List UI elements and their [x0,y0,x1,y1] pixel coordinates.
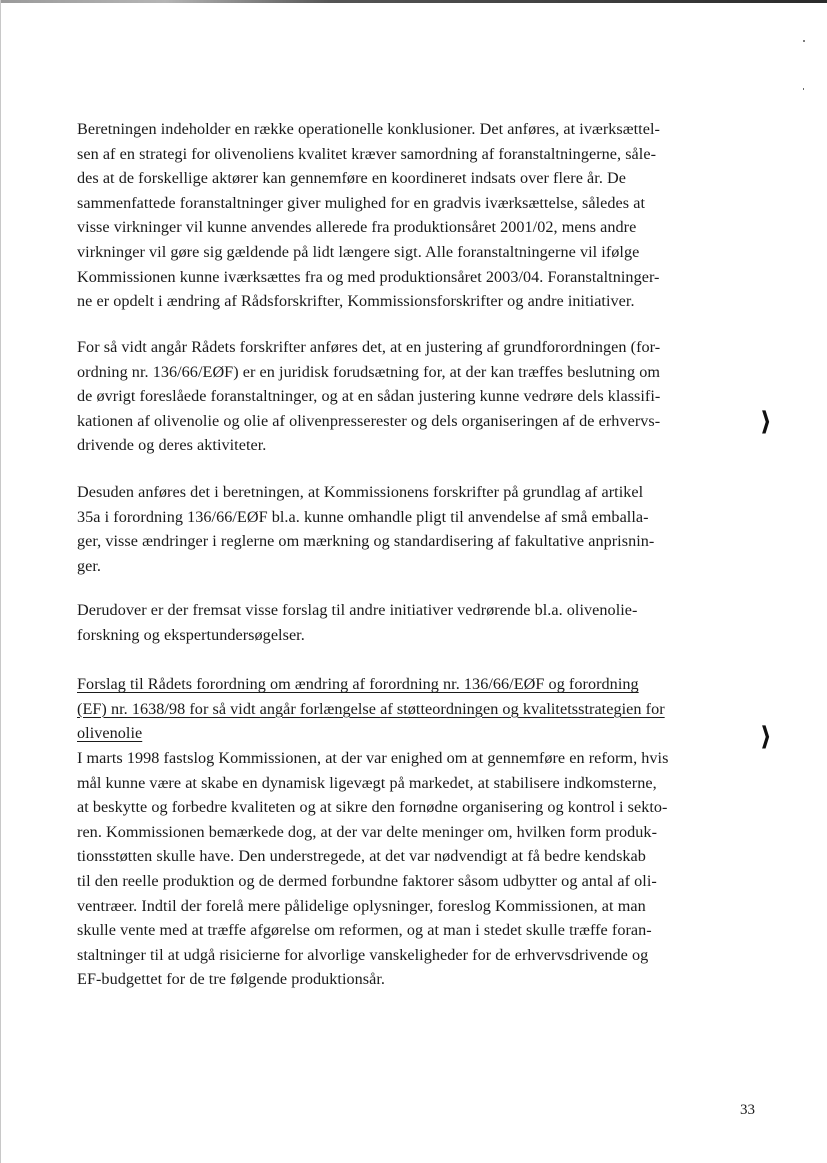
text-line: EF-budgettet for de tre følgende produktionsår. [77,970,386,989]
paragraph-3 [77,480,757,578]
text-line: ordning nr. 136/66/EØF) er en juridisk forudsætning for, at der kan træffes beslutning om [77,362,661,381]
binder-hole-mark: ⟩ [760,722,772,752]
text-line: For så vidt angår Rådets forskrifter anføres det, at en justering af grundforordningen (for- [77,338,661,356]
heading-line: olivenolie [77,724,143,743]
text-line: ger. [77,556,102,575]
text-line: I marts 1998 fastslog Kommissionen, at der var enighed om at gennemføre en reform, hvis [77,749,669,767]
text-line: ventræer. Indtil der forelå mere pålidelige oplysninger, foreslog Kommissionen, at man [77,896,646,915]
paragraph-4 [77,598,757,647]
text-line: til den reelle produktion og de dermed forbundne faktorer såsom udbytter og antal af oli- [77,871,657,890]
text-line: sen af en strategi for olivenoliens kvalitet kræver samordning af foranstaltningerne, såle- [77,144,657,163]
text-line: at beskytte og forbedre kvaliteten og at sikre den fornødne organisering og kontrol i sekto- [77,798,668,817]
heading-line: Forslag til Rådets forordning om ændring af forordning nr. 136/66/EØF og forordning [77,675,639,693]
text-line: ne er opdelt i ændring af Rådsforskrifter, Kommissionsforskrifter og andre initiativer. [77,292,635,311]
heading-line: (EF) nr. 1638/98 for så vidt angår forlængelse af støtteordningen og kvalitetsstrategien for [77,699,665,718]
text-line: Beretningen indeholder en række operationelle konklusioner. Det anføres, at iværksættel- [77,120,660,138]
scan-speck [803,40,805,42]
text-line: 35a i forordning 136/66/EØF bl.a. kunne omhandle pligt til anvendelse af små emballa- [77,507,649,526]
paragraph-1 [77,117,757,314]
text-line: forskning og ekspertundersøgelser. [77,625,305,644]
text-line: tionsstøtten skulle have. Den understregede, at det var nødvendigt at få bedre kendskab [77,847,646,866]
text-line: ger, visse ændringer i reglerne om mærkning og standardisering af fakultative anprisnin- [77,532,655,551]
scan-speck [803,88,804,90]
text-line: visse virkninger vil kunne anvendes allerede fra produktionsåret 2001/02, mens andre [77,218,637,237]
section-body [77,746,757,992]
scan-left-edge [0,0,1,1163]
text-line: Derudover er der fremsat visse forslag til andre initiativer vedrørende bl.a. olivenolie- [77,601,638,619]
text-line: virkninger vil gøre sig gældende på lidt længere sigt. Alle foranstaltningerne vil ifølge [77,242,640,261]
section-heading [77,672,757,746]
text-line: de øvrigt foreslåede foranstaltninger, og at en sådan justering kunne vedrøre dels klassifi- [77,387,661,406]
text-line: Kommissionen kunne iværksættes fra og med produktionsåret 2003/04. Foranstaltninger- [77,267,660,286]
paragraph-2 [77,335,757,458]
binder-hole-mark: ⟩ [760,407,772,437]
page-number: 33 [740,1102,755,1118]
text-line: mål kunne være at skabe en dynamisk ligevægt på markedet, at stabilisere indkomsterne, [77,773,657,792]
text-line: sammenfattede foranstaltninger giver mulighed for en gradvis iværksættelse, således at [77,193,646,212]
text-line: staltninger til at udgå risicierne for alvorlige vanskeligheder for de erhvervsdrivende og [77,945,649,964]
text-line: des at de forskellige aktører kan gennemføre en koordineret indsats over flere år. De [77,169,627,188]
scan-top-edge [0,0,827,3]
text-line: skulle vente med at træffe afgørelse om reformen, og at man i stedet skulle træffe foran- [77,921,652,940]
text-line: Desuden anføres det i beretningen, at Kommissionens forskrifter på grundlag af artikel [77,483,644,501]
text-line: kationen af olivenolie og olie af olivenpresserester og dels organiseringen af de erhvervs- [77,411,661,430]
text-line: ren. Kommissionen bemærkede dog, at der var delte meninger om, hvilken form produk- [77,822,658,841]
text-line: drivende og deres aktiviteter. [77,436,267,455]
